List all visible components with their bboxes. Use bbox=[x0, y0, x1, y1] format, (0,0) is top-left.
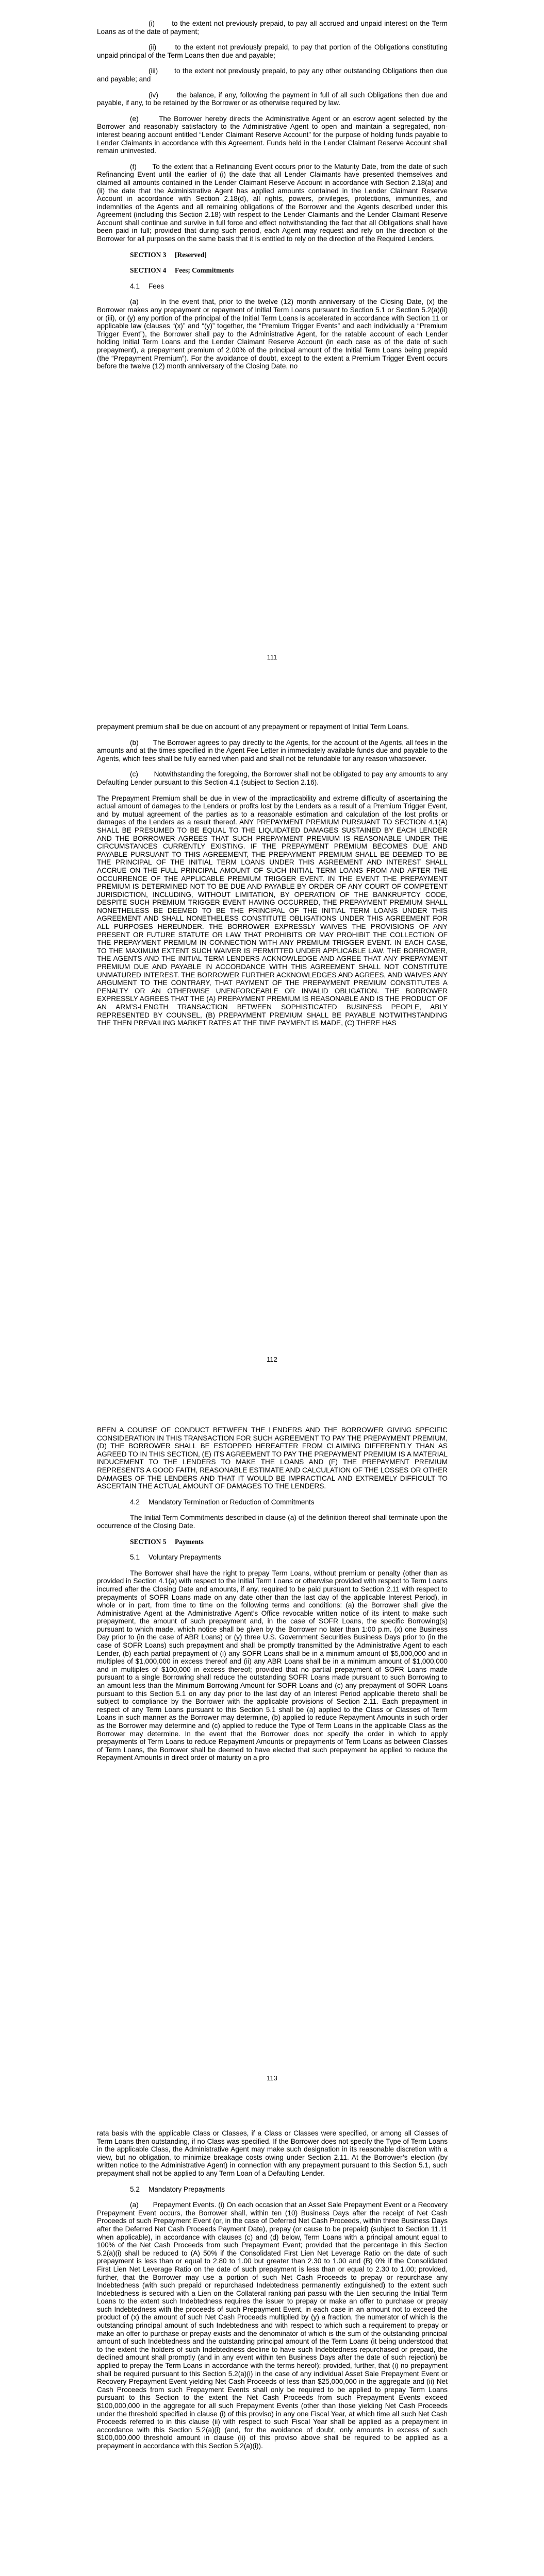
paragraph-4-1-a-cont: prepayment premium shall be due on account of any prepayment or repayment of Initial Term Loans. bbox=[97, 723, 409, 731]
paragraph-4-1-b: (b) The Borrower agrees to pay directly to the Agents, for the account of the Agents, all fees in the amounts and at the times specified in the Agent Fee Letter in immediately available funds due and payable to the Agents, which fees shall be fully earned when paid and shall not be refundable for any reason whatsoever. bbox=[97, 738, 448, 762]
subsection-5-1-heading bbox=[130, 1553, 448, 1562]
paragraph-d-iv: (iv) the balance, if any, following the payment in full of all such Obligations then due and payable, if any, to be retained by the Borrower or as otherwise required by law. bbox=[97, 91, 448, 107]
paragraph-5-2-a: (a) Prepayment Events. (i) On each occasion that an Asset Sale Prepayment Event or a Recovery Prepayment Event occurs, the Borrower shall, within ten (10) Business Days after the receipt of Net Cash Proceeds of such Prepayment Event (or, in the case of Deferred Net Cash Proceeds, within three Business Days after the Deferred Net Cash Proceeds Payment Date), prepay (or cause to be prepaid) (subject to Section 11.11 when applicable), in accordance with clauses (c) and (d) below, Term Loans with a principal amount equal to 100% of the Net Cash Proceeds from such Prepayment Event; provided that the percentage in this Section 5.2(a)(i) shall be reduced to (A) 50% if the Consolidated First Lien Net Leverage Ratio on the date of such prepayment is less than or equal to 2.80 to 1.00 but greater than 2.30 to 1.00 and (B) 0% if the Consolidated First Lien Net Leverage Ratio on the date of such prepayment is less than or equal to 2.30 to 1.00; provided, further, that the Borrower may use a portion of such Net Cash Proceeds to prepay or repurchase any Indebtedness (with such prepaid or repurchased Indebtedness permanently extinguished) to the extent such Indebtedness is secured with a Lien on the Collateral ranking pari passu with the Lien securing the Initial Term Loans to the extent such Indebtedness requires the issuer to prepay or make an offer to purchase or prepay such Indebtedness with the proceeds of such Prepayment Event, in each case in an amount not to exceed the product of (x) the amount of such Net Cash Proceeds multiplied by (y) a fraction, the numerator of which is the outstanding principal amount of such Indebtedness and with respect to which such a requirement to prepay or make an offer to purchase or prepay exists and the denominator of which is the sum of the outstanding principal amount of such Indebtedness and the outstanding principal amount of the Term Loans (it being understood that to the extent the holders of such Indebtedness decline to have such Indebtedness repurchased or prepaid, the declined amount shall promptly (and in any event within ten Business Days after the date of such rejection) be applied to prepay the Term Loans in accordance with the terms hereof); provided, further, that (i) no prepayment shall be required pursuant to this Section 5.2(a)(i) in the case of any individual Asset Sale Prepayment Event or Recovery Prepayment Event yielding Net Cash Proceeds of less than $25,000,000 in the aggregate and (ii) Net Cash Proceeds from such Prepayment Events shall only be required to be applied to prepay Term Loans pursuant to this Section to the extent the Net Cash Proceeds from such Prepayment Events exceed $100,000,000 in the aggregate for all such Prepayment Events (other than those yielding Net Cash Proceeds under the threshold specified in clause (i) of this proviso) in any one Fiscal Year, at which time all such Net Cash Proceeds referred to in this clause (ii) with respect to such Fiscal Year shall be applied as a prepayment in accordance with this Section 5.2(a)(i) (and, for the avoidance of doubt, only amounts in excess of such $100,000,000 threshold amount in clause (ii) of this proviso above shall be required to be applied as a prepayment in accordance with this Section 5.2(a)(i)). bbox=[97, 2201, 448, 2450]
paragraph-f: (f) To the extent that a Refinancing Event occurs prior to the Maturity Date, from the date of such Refinancing Event until the earlier of (i) the date that all Lender Claimants have presented themselves and claimed all amounts contained in the Lender Claimant Reserve Account in accordance with Section 2.18(a) and (ii) the date that the Administrative Agent has applied amounts contained in the Lender Claimant Reserve Account in accordance with Section 2.18(d), all rights, powers, privileges, protections, immunities, and indemnities of the Agents and all remaining obligations of the Borrower and the Agents described under this Agreement (including this Section 2.18) with respect to the Lender Claimants and the Lender Claimant Reserve Account shall continue and survive in full force and effect notwithstanding the fact that all Obligations shall have been paid in full; provided that during such period, each Agent may request and rely on the direction of the Borrower for all purposes on the same basis that it is entitled to rely on the direction of the Required Lenders. bbox=[97, 162, 448, 243]
subsection-4-2-heading bbox=[130, 1498, 448, 1506]
paragraph-5-1-cont: rata basis with the applicable Class or Classes, if a Class or Classes were specified, or among all Classes of Term Loans then outstanding, if no Class was specified. If the Borrower does not specify the Type of Term Loans in the applicable Class, the Administrative Agent may make such designation in its reasonable discretion with a view, but no obligation, to minimize breakage costs owing under Section 2.11. At the Borrower’s election (by written notice to the Administrative Agent) in connection with any prepayment pursuant to this Section 5.1, such prepayment shall not be applied to any Term Loan of a Defaulting Lender. bbox=[97, 2129, 448, 2177]
paragraph-4-1-c: (c) Notwithstanding the foregoing, the Borrower shall not be obligated to pay any amounts to any Defaulting Lender pursuant to this Section 4.1 (subject to Section 2.16). bbox=[97, 770, 448, 786]
subsection-label: Mandatory Termination or Reduction of Commitments bbox=[149, 1498, 315, 1506]
paragraph-5-1: The Borrower shall have the right to prepay Term Loans, without premium or penalty (other than as provided in Section 4.1(a) with respect to the Initial Term Loans or otherwise provided with respect to Term Loans incurred after the Closing Date and amounts, if any, required to be paid pursuant to Section 2.11 with respect to prepayments of SOFR Loans made on any date other than the last day of the applicable Interest Period), in whole or in part, from time to time on the following terms and conditions: (a) the Borrower shall give the Administrative Agent at the Administrative Agent’s Office revocable written notice of its intent to make such prepayment, the amount of such prepayment and, in the case of SOFR Loans, the specific Borrowing(s) pursuant to which made, which notice shall be given by the Borrower no later than 1:00 p.m. (x) one Business Day prior to (in the case of ABR Loans) or (y) three U.S. Government Securities Business Days prior to (in the case of SOFR Loans) such prepayment and shall be promptly transmitted by the Administrative Agent to each Lender, (b) each partial prepayment of (i) any SOFR Loans shall be in a minimum amount of $5,000,000 and in multiples of $1,000,000 in excess thereof and (ii) any ABR Loans shall be in a minimum amount of $1,000,000 and in multiples of $100,000 in excess thereof; provided that no partial prepayment of SOFR Loans made pursuant to a single Borrowing shall reduce the outstanding SOFR Loans made pursuant to such Borrowing to an amount less than the Minimum Borrowing Amount for SOFR Loans and (c) any prepayment of SOFR Loans pursuant to this Section 5.1 on any day prior to the last day of an Interest Period applicable thereto shall be subject to compliance by the Borrower with the applicable provisions of Section 2.11. Each prepayment in respect of any Term Loans pursuant to this Section 5.1 shall be (a) applied to the Class or Classes of Term Loans in such manner as the Borrower may determine, (b) applied to reduce Repayment Amounts in such order as the Borrower may determine and (c) applied to reduce the Type of Term Loans in the applicable Class as the Borrower may determine. In the event that the Borrower does not specify the order in which to apply prepayments of Term Loans to reduce Repayment Amounts or prepayments of Term Loans as between Classes of Term Loans, the Borrower shall be deemed to have elected that such prepayment be applied to reduce the Repayment Amounts in direct order of maturity on a pro bbox=[97, 1569, 448, 1762]
subsection-number: 4.1 bbox=[130, 282, 140, 290]
page-number: 113 bbox=[267, 2074, 277, 2082]
subsection-5-2-heading bbox=[130, 2185, 448, 2194]
page-number: 112 bbox=[267, 1355, 277, 1363]
paragraph-4-2: The Initial Term Commitments described in clause (a) of the definition thereof shall terminate upon the occurrence of the Closing Date. bbox=[97, 1514, 448, 1530]
subsection-label: Voluntary Prepayments bbox=[149, 1553, 221, 1562]
page-111 bbox=[0, 0, 544, 703]
paragraph-caps-continued: BEEN A COURSE OF CONDUCT BETWEEN THE LENDERS AND THE BORROWER GIVING SPECIFIC CONSIDERATION IN THIS TRANSACTION FOR SUCH AGREEMENT TO PAY THE PREPAYMENT PREMIUM, (D) THE BORROWER SHALL BE ESTOPPED HEREAFTER FROM CLAIMING DIFFERENTLY THAN AS AGREED TO IN THIS SECTION, (E) ITS AGREEMENT TO PAY THE PREPAYMENT PREMIUM IS A MATERIAL INDUCEMENT TO THE LENDERS TO MAKE THE LOANS AND (F) THE PREPAYMENT PREMIUM REPRESENTS A GOOD FAITH, REASONABLE ESTIMATE AND CALCULATION OF THE LOSSES OR OTHER DAMAGES OF THE LENDERS AND THAT IT WOULD BE IMPRACTICAL AND EXTREMELY DIFFICULT TO ASCERTAIN THE ACTUAL AMOUNT OF DAMAGES TO THE LENDERS. bbox=[97, 1426, 448, 1490]
paragraph-prepayment-premium-caps: The Prepayment Premium shall be due in view of the impracticability and extreme difficulty of ascertaining the actual amount of damages to the Lenders or profits lost by the Lenders as a result of a Premium Trigger Event, and by mutual agreement of the parties as to a reasonable estimation and calculation of the lost profits or damages of the Lenders as a result thereof. ANY PREPAYMENT PREMIUM PURSUANT TO SECTION 4.1(A) SHALL BE PRESUMED TO BE EQUAL TO THE LIQUIDATED DAMAGES SUSTAINED BY EACH LENDER AND THE BORROWER AGREES THAT SUCH PREPAYMENT PREMIUM IS REASONABLE UNDER THE CIRCUMSTANCES CURRENTLY EXISTING. IF THE PREPAYMENT PREMIUM BECOMES DUE AND PAYABLE PURSUANT TO THIS AGREEMENT, THE PREPAYMENT PREMIUM SHALL BE DEEMED TO BE THE PRINCIPAL OF THE INITIAL TERM LOANS UNDER THIS AGREEMENT AND INTEREST SHALL ACCRUE ON THE FULL PRINCIPAL AMOUNT OF SUCH INITIAL TERM LOANS FROM AND AFTER THE OCCURRENCE OF THE APPLICABLE PREMIUM TRIGGER EVENT. IN THE EVENT THE PREPAYMENT PREMIUM IS DETERMINED NOT TO BE DUE AND PAYABLE BY ORDER OF ANY COURT OF COMPETENT JURISDICTION, INCLUDING, WITHOUT LIMITATION, BY OPERATION OF THE BANKRUPTCY CODE, DESPITE SUCH PREMIUM TRIGGER EVENT HAVING OCCURRED, THE PREPAYMENT PREMIUM SHALL NONETHELESS BE DEEMED TO BE THE PRINCIPAL OF THE INITIAL TERM LOANS UNDER THIS AGREEMENT AND SHALL NONETHELESS CONSTITUTE OBLIGATIONS UNDER THIS AGREEMENT FOR ALL PURPOSES HEREUNDER. THE BORROWER EXPRESSLY WAIVES THE PROVISIONS OF ANY PRESENT OR FUTURE STATUTE OR LAW THAT PROHIBITS OR MAY PROHIBIT THE COLLECTION OF THE PREPAYMENT PREMIUM IN CONNECTION WITH ANY PREMIUM TRIGGER EVENT. IN EACH CASE, TO THE MAXIMUM EXTENT SUCH WAIVER IS PERMITTED UNDER APPLICABLE LAW. THE BORROWER, THE AGENTS AND THE INITIAL TERM LENDERS ACKNOWLEDGE AND AGREE THAT ANY PREPAYMENT PREMIUM DUE AND PAYABLE IN ACCORDANCE WITH THIS AGREEMENT SHALL NOT CONSTITUTE UNMATURED INTEREST. THE BORROWER FURTHER ACKNOWLEDGES AND AGREES, AND WAIVES ANY ARGUMENT TO THE CONTRARY, THAT PAYMENT OF THE PREPAYMENT PREMIUM CONSTITUTES A PENALTY OR AN OTHERWISE UNENFORCEABLE OR INVALID OBLIGATION. THE BORROWER EXPRESSLY AGREES THAT THE (A) PREPAYMENT PREMIUM IS REASONABLE AND IS THE PRODUCT OF AN ARM’S-LENGTH TRANSACTION BETWEEN SOPHISTICATED BUSINESS PEOPLE, ABLY REPRESENTED BY COUNSEL, (B) PREPAYMENT PREMIUM SHALL BE PAYABLE NOTWITHSTANDING THE THEN PREVAILING MARKET RATES AT THE TIME PAYMENT IS MADE, (C) THERE HAS bbox=[97, 794, 448, 1027]
paragraph-d-ii: (ii) to the extent not previously prepaid, to pay that portion of the Obligations constituting unpaid principal of the Term Loans then due and payable; bbox=[97, 43, 448, 59]
page-114 bbox=[0, 2110, 544, 2576]
paragraph-4-1-a: (a) In the event that, prior to the twelve (12) month anniversary of the Closing Date, (x) the Borrower makes any prepayment or repayment of Initial Term Loans pursuant to Section 5.1 or Section 5.2(a)(ii) or (iii), or (y) any portion of the principal of the Initial Term Loans is accelerated in accordance with Section 11 or applicable law (clauses “(x)” and “(y)” together, the “Premium Trigger Events” and each individually a “Premium Trigger Event”), the Borrower shall pay to the Administrative Agent, for the ratable account of each Lender holding Initial Term Loans and the Lender Claimant Reserve Account (in each case as of the date of such prepayment), a prepayment premium of 2.00% of the principal amount of the Initial Term Loans being prepaid (the “Prepayment Premium”). For the avoidance of doubt, except to the extent a Premium Trigger Event occurs before the twelve (12) month anniversary of the Closing Date, no bbox=[97, 298, 448, 370]
paragraph-e: (e) The Borrower hereby directs the Administrative Agent or an escrow agent selected by the Borrower and reasonably satisfactory to the Administrative Agent to open and maintain a segregated, non-interest bearing account entitled “Lender Claimant Reserve Account” for the purpose of holding funds payable to Lender Claimants in accordance with this Agreement. Funds held in the Lender Claimant Reserve Account shall remain uninvested. bbox=[97, 114, 448, 155]
subsection-number: 5.1 bbox=[130, 1553, 140, 1562]
page-112 bbox=[0, 703, 544, 1406]
section-3-heading: SECTION 3 [Reserved] bbox=[130, 250, 207, 259]
page-number: 111 bbox=[267, 653, 277, 661]
subsection-number: 4.2 bbox=[130, 1498, 140, 1506]
subsection-label: Fees bbox=[149, 282, 164, 290]
paragraph-d-i: (i) to the extent not previously prepaid, to pay all accrued and unpaid interest on the Term Loans as of the date of payment; bbox=[97, 20, 448, 36]
section-5-heading: SECTION 5 Payments bbox=[130, 1537, 204, 1546]
subsection-label: Mandatory Prepayments bbox=[149, 2185, 225, 2193]
subsection-4-1-heading bbox=[130, 282, 448, 291]
page-113 bbox=[0, 1406, 544, 2110]
section-4-heading: SECTION 4 Fees; Commitments bbox=[130, 266, 234, 275]
subsection-number: 5.2 bbox=[130, 2185, 140, 2193]
paragraph-d-iii: (iii) to the extent not previously prepaid, to pay any other outstanding Obligations then due and payable; and bbox=[97, 67, 448, 83]
